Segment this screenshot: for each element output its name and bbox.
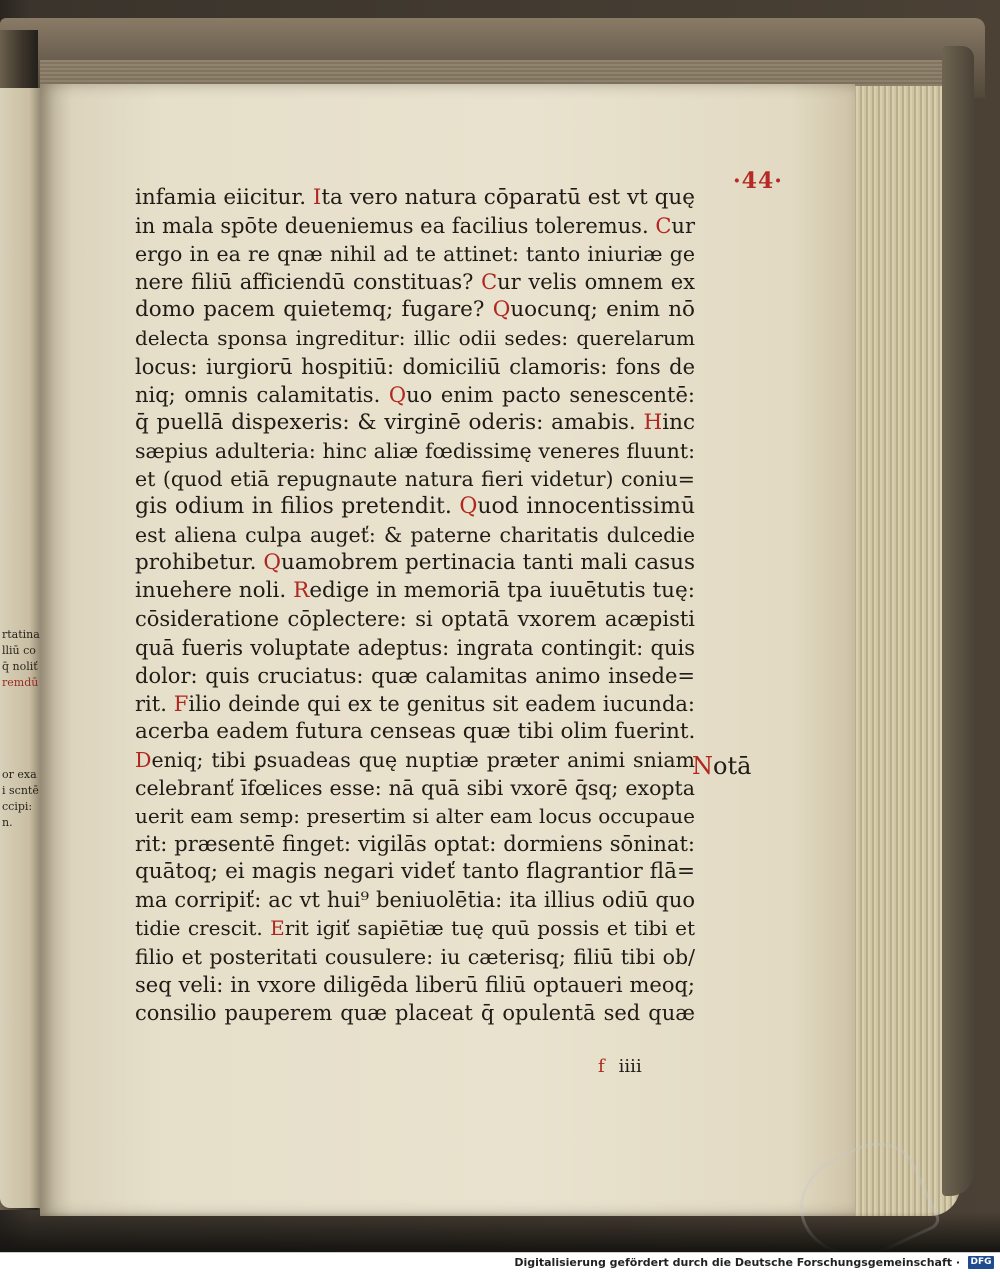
rubricated-initial: H <box>643 409 663 435</box>
left-page-fragment: n. <box>2 816 13 829</box>
text-segment: ilio deinde qui ex te genitus sit eadem iucunda: <box>188 691 695 716</box>
text-segment: acerba eadem futura censeas quæ tibi olim fuerint. <box>135 718 696 744</box>
text-line <box>135 268 695 296</box>
text-segment: ur <box>671 214 695 239</box>
text-segment: ur velis omnem ex <box>497 270 695 295</box>
text-segment: uocunq; enim nō <box>510 297 695 323</box>
text-segment: inuehere noli. <box>135 578 294 604</box>
text-segment: domo pacem quietemq; fugare? <box>135 297 493 323</box>
text-line <box>135 971 695 999</box>
text-line <box>135 381 695 409</box>
marginal-note-initial: N <box>692 752 713 780</box>
text-line <box>135 184 695 212</box>
text-segment: sæpius adulteria: hinc aliæ fœdissimę veneres fluunt: <box>135 438 695 463</box>
text-segment: niq; omnis calamitatis. <box>135 382 389 407</box>
text-line <box>135 858 695 886</box>
left-page-fragment: or exa <box>2 768 37 781</box>
text-segment: filio et posteritati cousulere: iu cæterisq; filiū tibi ob/ <box>135 944 695 969</box>
rubricated-initial: F <box>173 691 189 716</box>
rubricated-initial: I <box>312 185 322 210</box>
marginal-note-text: otā <box>713 752 752 780</box>
text-line <box>135 830 695 858</box>
text-segment: uerit eam semp: presertim si alter eam locus occupaue <box>135 804 695 829</box>
text-segment: delecta sponsa ingreditur: illic odii sedes: querelarum <box>135 326 695 351</box>
left-page-fragment: i scntē <box>2 784 39 797</box>
left-page-fragment: remdū <box>2 676 39 689</box>
rubricated-initial: Q <box>459 494 478 520</box>
book-fore-edge <box>840 86 960 1216</box>
rubricated-initial: Q <box>388 382 407 407</box>
text-line <box>135 662 695 690</box>
text-segment: cōsideratione cōplectere: si optatā vxorem acæpisti <box>135 607 695 632</box>
folio-number: ·44· <box>733 168 783 194</box>
text-segment: dolor: quis cruciatus: quæ calamitas animo insede= <box>135 663 695 688</box>
text-line <box>135 437 695 465</box>
text-segment: et (quod etiā repugnaute natura fieri videtur) coniu= <box>135 466 695 491</box>
text-segment: uamobrem pertinacia tanti mali casus <box>280 550 696 576</box>
rubricated-initial: C <box>481 270 498 295</box>
text-line <box>135 577 695 605</box>
text-segment: quātoq; ei magis negari videť tanto flagrantior flā= <box>135 859 695 885</box>
text-segment: in mala spōte deueniemus ea facilius toleremus. <box>135 214 656 239</box>
marginal-note <box>692 752 751 780</box>
text-line <box>135 324 695 352</box>
text-line <box>135 746 695 774</box>
text-segment: seq veli: in vxore diligēda liberū filiū optaueri meoq; <box>135 972 695 997</box>
text-line <box>135 549 695 577</box>
text-segment: inc <box>662 409 695 435</box>
rubricated-initial: C <box>655 214 672 239</box>
text-segment: locus: iurgiorū hospitiū: domiciliū clamoris: fons de <box>135 354 695 379</box>
text-line <box>135 240 695 268</box>
text-segment: nere filiū afficiendū constituas? <box>135 270 482 295</box>
text-line <box>135 521 695 549</box>
text-line <box>135 914 695 942</box>
text-line <box>135 999 695 1027</box>
text-line <box>135 605 695 633</box>
text-line <box>135 774 695 802</box>
signature-number: iiii <box>618 1056 642 1077</box>
text-segment: uod innocentissimū <box>477 494 695 520</box>
left-page-fragment: rtatina <box>2 628 40 641</box>
text-segment: edige in memoriā tpa iuuētutis tuę: <box>309 578 695 604</box>
text-line <box>135 690 695 718</box>
signature-mark <box>598 1056 642 1077</box>
text-line <box>135 802 695 830</box>
text-segment: rit: præsentē finget: vigilās optat: dormiens sōninat: <box>135 832 695 857</box>
rubricated-initial: Q <box>492 297 511 323</box>
text-line <box>135 409 695 437</box>
text-segment: infamia eiicitur. <box>135 185 313 210</box>
text-line <box>135 296 695 324</box>
left-page-fragment: ccipi: <box>2 800 33 813</box>
text-segment: celebranť īfœlices esse: nā quā sibi vxorē q̄sq; exopta <box>135 775 695 800</box>
text-segment: rit. <box>135 691 174 716</box>
text-segment: rit igiť sapiētiæ tuę quū possis et tibi et <box>284 916 695 941</box>
text-segment: uo enim pacto senescentē: <box>406 382 695 407</box>
text-segment: tidie crescit. <box>135 916 271 941</box>
dfg-logo: DFG <box>968 1256 994 1269</box>
text-line <box>135 353 695 381</box>
text-segment: prohibetur. <box>135 550 264 576</box>
left-page-edge <box>0 88 42 1208</box>
rubricated-initial: R <box>293 578 310 604</box>
text-line <box>135 886 695 914</box>
text-segment: q̄ puellā dispexeris: & virginē oderis: amabis. <box>135 409 644 435</box>
text-segment: consilio pauperem quæ placeat q̄ opulentā sed quæ <box>135 1000 695 1025</box>
signature-letter: f <box>598 1056 605 1077</box>
funding-credit: Digitalisierung gefördert durch die Deutsche Forschungsgemeinschaft · <box>514 1256 960 1269</box>
text-segment: gis odium in filios pretendit. <box>135 494 460 520</box>
text-line <box>135 718 695 746</box>
text-line <box>135 634 695 662</box>
text-line <box>135 465 695 493</box>
text-segment: ergo in ea re qnæ nihil ad te attinet: tanto iniuriæ ge <box>135 242 695 267</box>
text-line <box>135 943 695 971</box>
text-segment: ma corripiť: ac vt hui⁹ beniuolētia: ita illius odiū quo <box>135 888 695 913</box>
main-text-block <box>135 184 695 1027</box>
left-page-fragment: lliū co <box>2 644 36 657</box>
rubricated-initial: Q <box>263 550 281 576</box>
text-segment: eniq; tibi ꝑsuadeas quę nuptiæ præter animi sniam <box>151 747 695 772</box>
left-page-fragment: q̄ noliť <box>2 660 38 673</box>
text-segment: ta vero natura cōparatū est vt quę <box>321 185 695 210</box>
text-line <box>135 212 695 240</box>
text-line <box>135 493 695 521</box>
rubricated-initial: E <box>270 916 285 941</box>
rubricated-initial: D <box>135 747 152 772</box>
text-segment: quā fueris voluptate adeptus: ingrata contingit: quis <box>135 635 695 660</box>
text-segment: est aliena culpa augeť: & paterne charitatis dulcedie <box>135 523 695 548</box>
funding-footer <box>0 1252 1000 1272</box>
bottom-shadow <box>0 1212 1000 1252</box>
